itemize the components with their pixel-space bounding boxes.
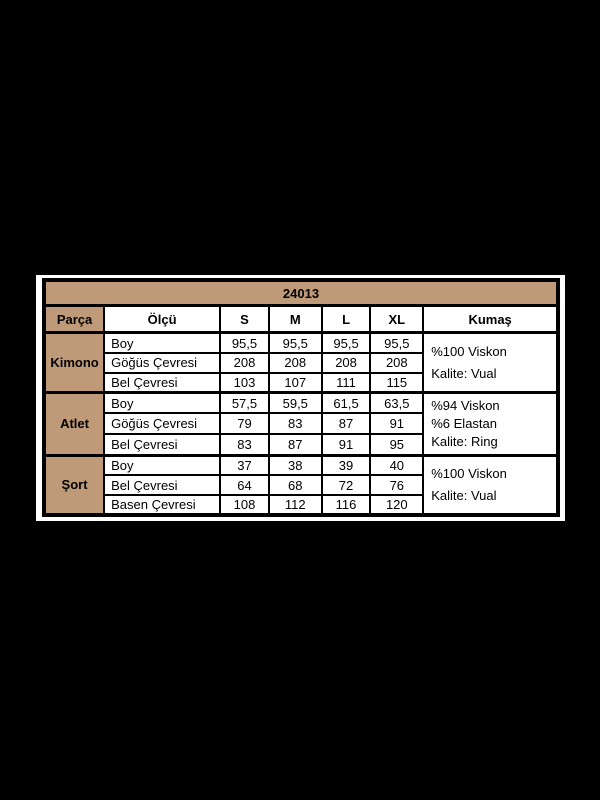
part-name-sort: Şort	[44, 455, 104, 515]
size-value: 87	[322, 413, 371, 434]
column-header-row	[44, 306, 558, 333]
fabric-line: %100 Viskon	[431, 466, 507, 482]
column-header-s: S	[220, 306, 269, 333]
size-value: 115	[370, 373, 423, 393]
size-value: 64	[220, 475, 269, 495]
table-row	[44, 392, 558, 413]
fabric-line: Kalite: Vual	[431, 488, 497, 504]
measure-label: Boy	[104, 333, 220, 353]
size-value: 68	[269, 475, 322, 495]
size-table	[42, 278, 560, 517]
size-value: 39	[322, 455, 371, 475]
fabric-info-atlet	[423, 392, 558, 455]
fabric-info-sort	[423, 455, 558, 515]
size-value: 208	[220, 353, 269, 373]
fabric-info-kimono	[423, 333, 558, 393]
column-header-l: L	[322, 306, 371, 333]
measure-label: Bel Çevresi	[104, 475, 220, 495]
size-value: 95	[370, 434, 423, 455]
fabric-line: %6 Elastan	[431, 416, 497, 432]
size-value: 57,5	[220, 392, 269, 413]
size-value: 38	[269, 455, 322, 475]
column-header-kumas: Kumaş	[423, 306, 558, 333]
size-value: 72	[322, 475, 371, 495]
size-value: 208	[370, 353, 423, 373]
size-value: 83	[220, 434, 269, 455]
size-value: 91	[322, 434, 371, 455]
fabric-line: %100 Viskon	[431, 344, 507, 360]
size-value: 95,5	[322, 333, 371, 353]
size-value: 120	[370, 495, 423, 515]
size-value: 111	[322, 373, 371, 393]
column-header-parca: Parça	[44, 306, 104, 333]
column-header-m: M	[269, 306, 322, 333]
measure-label: Boy	[104, 392, 220, 413]
size-value: 76	[370, 475, 423, 495]
size-value: 103	[220, 373, 269, 393]
size-value: 208	[322, 353, 371, 373]
size-value: 61,5	[322, 392, 371, 413]
part-name-kimono: Kimono	[44, 333, 104, 393]
size-value: 79	[220, 413, 269, 434]
size-value: 83	[269, 413, 322, 434]
size-value: 91	[370, 413, 423, 434]
measure-label: Boy	[104, 455, 220, 475]
fabric-line: Kalite: Ring	[431, 434, 498, 450]
fabric-line: %94 Viskon	[431, 398, 500, 414]
product-code: 24013	[44, 280, 558, 306]
size-value: 108	[220, 495, 269, 515]
size-chart-sheet	[36, 275, 565, 521]
part-name-atlet: Atlet	[44, 392, 104, 455]
table-row	[44, 333, 558, 353]
size-value: 112	[269, 495, 322, 515]
size-value: 63,5	[370, 392, 423, 413]
size-value: 37	[220, 455, 269, 475]
measure-label: Bel Çevresi	[104, 434, 220, 455]
table-row	[44, 455, 558, 475]
size-value: 59,5	[269, 392, 322, 413]
product-code-row	[44, 280, 558, 306]
size-value: 116	[322, 495, 371, 515]
measure-label: Basen Çevresi	[104, 495, 220, 515]
fabric-line: Kalite: Vual	[431, 366, 497, 382]
size-value: 95,5	[370, 333, 423, 353]
measure-label: Göğüs Çevresi	[104, 413, 220, 434]
size-value: 95,5	[220, 333, 269, 353]
size-value: 95,5	[269, 333, 322, 353]
measure-label: Göğüs Çevresi	[104, 353, 220, 373]
column-header-xl: XL	[370, 306, 423, 333]
measure-label: Bel Çevresi	[104, 373, 220, 393]
column-header-olcu: Ölçü	[104, 306, 220, 333]
size-value: 208	[269, 353, 322, 373]
size-value: 107	[269, 373, 322, 393]
size-value: 87	[269, 434, 322, 455]
size-value: 40	[370, 455, 423, 475]
